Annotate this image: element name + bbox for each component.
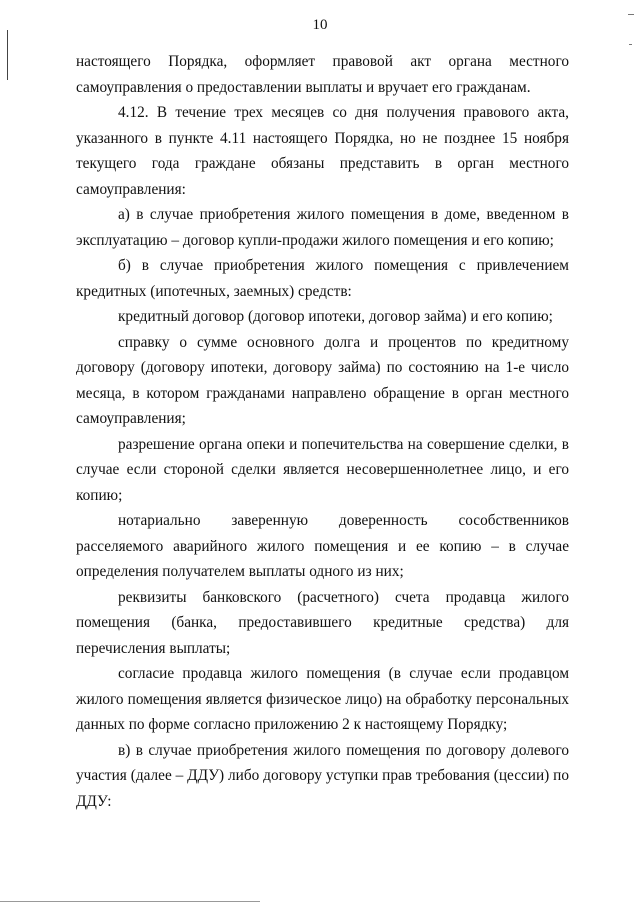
paragraph-bank-details: реквизиты банковского (расчетного) счета продавца жилого помещения (банка, предоставившего кредитные средства) для перечисления выплаты;	[76, 588, 569, 657]
paragraph-credit-agreement: кредитный договор (договор ипотеки, договор займа) и его копию;	[118, 308, 553, 325]
paragraph-clause-4-12: 4.12. В течение трех месяцев со дня получения правового акта, указанного в пункте 4.11 настоящего Порядка, но не позднее 15 ноября текущего года граждане обязаны представить в орган местного самоуправления:	[76, 104, 569, 198]
paragraph-item-a: а) в случае приобретения жилого помещения в доме, введенном в эксплуатацию – договор купли-продажи жилого помещения и его копию;	[76, 206, 569, 249]
paragraph-guardianship-permit: разрешение органа опеки и попечительства на совершение сделки, в случае если стороной сделки является несовершеннолетнее лицо, и его копию;	[76, 435, 569, 504]
document-body	[76, 49, 569, 814]
page-number: 10	[312, 17, 328, 33]
scan-bottom-line	[0, 901, 260, 902]
paragraph-seller-consent: согласие продавца жилого помещения (в случае если продавцом жилого помещения является физическое лицо) на обработку персональных данных по форме согласно приложению 2 к настоящему Порядку;	[76, 665, 569, 733]
scan-speck-mark	[629, 44, 632, 45]
scan-edge-mark	[7, 30, 8, 80]
paragraph-power-of-attorney: нотариально заверенную доверенность сособственников расселяемого аварийного жилого помещения и ее копию – в случае определения получателем выплаты одного из них;	[76, 512, 569, 580]
paragraph-debt-certificate: справку о сумме основного долга и процентов по кредитному договору (договору ипотеки, договору займа) по состоянию на 1-е число месяца, в котором гражданами направлено обращение в орган местного самоуправления;	[76, 333, 569, 427]
paragraph-continuation: настоящего Порядка, оформляет правовой акт органа местного самоуправления о предоставлении выплаты и вручает его гражданам.	[76, 53, 569, 96]
scan-speck-mark	[628, 14, 634, 15]
paragraph-item-b: б) в случае приобретения жилого помещения с привлечением кредитных (ипотечных, заемных) средств:	[76, 257, 569, 300]
paragraph-item-v: в) в случае приобретения жилого помещения по договору долевого участия (далее – ДДУ) либо договору уступки прав требования (цессии) по ДДУ:	[76, 741, 569, 810]
